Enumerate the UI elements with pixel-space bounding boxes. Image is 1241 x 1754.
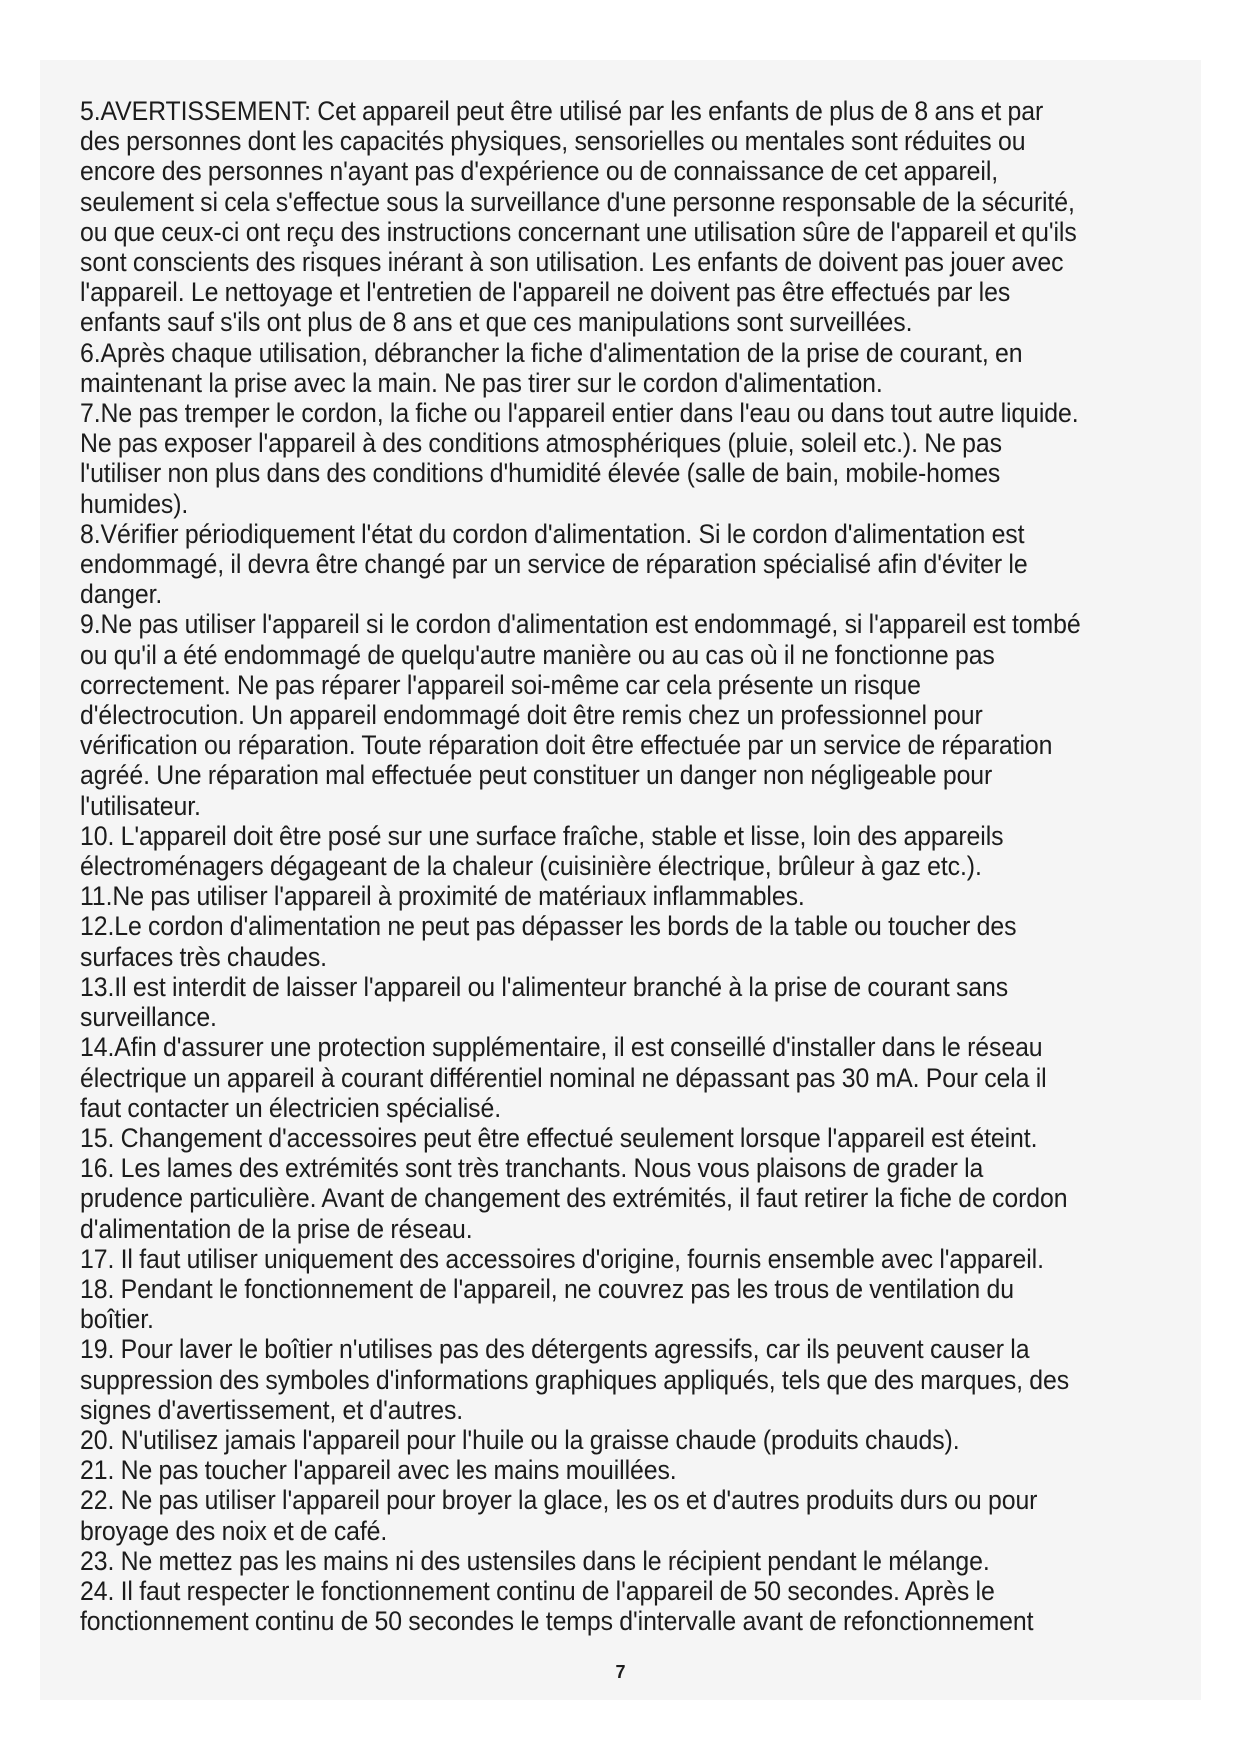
paragraph-22: 22. Ne pas utiliser l'appareil pour broyer la glace, les os et d'autres produits durs ou pour broyage des noix et de café. (80, 1485, 1038, 1546)
paragraph-14: 14.Afin d'assurer une protection supplémentaire, il est conseillé d'installer dans le réseau électrique un appareil à courant différentiel nominal ne dépassant pas 30 mA. Pour cela il faut contacter un électricien spécialisé. (80, 1032, 1047, 1123)
paragraph-24: 24. Il faut respecter le fonctionnement continu de l'appareil de 50 secondes. Après le fonctionnement continu de 50 secondes le temps d'intervalle avant de refonctionnement (80, 1575, 1034, 1637)
paragraph-15: 15. Changement d'accessoires peut être effectué seulement lorsque l'appareil est éteint. (80, 1122, 1038, 1153)
paragraph-11: 11.Ne pas utiliser l'appareil à proximité de matériaux inflammables. (80, 881, 805, 912)
paragraph-9: 9.Ne pas utiliser l'appareil si le cordon d'alimentation est endommagé, si l'appareil est tombé ou qu'il a été endommagé de quelqu'autre manière ou au cas où il ne fonctionne pas correctement. Ne pas réparer l'appareil soi-même car cela présente un risque d'électrocution. Un appareil endommagé doit être remis chez un professionnel pour vérification ou réparation. Toute réparation doit être effectuée par un service de réparation agréé. Une réparation mal effectuée peut constituer un danger non négligeable pour l'utilisateur. (80, 609, 1081, 821)
paragraph-18: 18. Pendant le fonctionnement de l'appareil, ne couvrez pas les trous de ventilation du boîtier. (80, 1273, 1014, 1335)
paragraph-23: 23. Ne mettez pas les mains ni des ustensiles dans le récipient pendant le mélange. (80, 1545, 990, 1576)
paragraph-6: 6.Après chaque utilisation, débrancher la fiche d'alimentation de la prise de courant, en maintenant la prise avec la main. Ne pas tirer sur le cordon d'alimentation. (80, 337, 1023, 398)
paragraph-5: 5.AVERTISSEMENT: Cet appareil peut être utilisé par les enfants de plus de 8 ans et par des personnes dont les capacités physiques, sensorielles ou mentales sont réduites ou encore des personnes n'ayant pas d'expérience ou de connaissance de cet appareil, seulement si cela s'effectue sous la surveillance d'une personne responsable de la sécurité, ou que ceux-ci ont reçu des instructions concernant une utilisation sûre de l'appareil et qu'ils sont conscients des risques inérant à son utilisation. Les enfants de doivent pas jouer avec l'appareil. Le nettoyage et l'entretien de l'appareil ne doivent pas être effectués par les enfants sauf s'ils ont plus de 8 ans et que ces manipulations sont surveillées. (80, 96, 1077, 338)
paragraph-17: 17. Il faut utiliser uniquement des accessoires d'origine, fournis ensemble avec l'appareil. (80, 1243, 1044, 1274)
paragraph-7: 7.Ne pas tremper le cordon, la fiche ou l'appareil entier dans l'eau ou dans tout autre liquide. Ne pas exposer l'appareil à des conditions atmosphériques (pluie, soleil etc.). Ne pas l'utiliser non plus dans des conditions d'humidité élevée (salle de bain, mobile-homes humides). (80, 398, 1079, 519)
paragraph-12: 12.Le cordon d'alimentation ne peut pas dépasser les bords de la table ou toucher des surfaces très chaudes. (80, 911, 1017, 972)
page-number: 7 (615, 1662, 626, 1682)
paragraph-8: 8.Vérifier périodiquement l'état du cordon d'alimentation. Si le cordon d'alimentation est endommagé, il devra être changé par un service de réparation spécialisé afin d'éviter le danger. (80, 518, 1028, 610)
paragraph-10: 10. L'appareil doit être posé sur une surface fraîche, stable et lisse, loin des appareils électroménagers dégageant de la chaleur (cuisinière électrique, brûleur à gaz etc.). (80, 820, 1004, 882)
paragraph-13: 13.Il est interdit de laisser l'appareil ou l'alimenteur branché à la prise de courant sans surveillance. (80, 971, 1009, 1033)
paragraph-20: 20. N'utilisez jamais l'appareil pour l'huile ou la graisse chaude (produits chauds). (80, 1424, 960, 1455)
paragraph-21: 21. Ne pas toucher l'appareil avec les mains mouillées. (80, 1455, 677, 1486)
document-body (80, 96, 1083, 1636)
paragraph-16: 16. Les lames des extrémités sont très tranchants. Nous vous plaisons de grader la prudence particulière. Avant de changement des extrémités, il faut retirer la fiche de cordon d'alimentation de la prise de réseau. (80, 1153, 1068, 1244)
paragraph-19: 19. Pour laver le boîtier n'utilises pas des détergents agressifs, car ils peuvent causer la suppression des symboles d'informations graphiques appliqués, tels que des marques, des signes d'avertissement, et d'autres. (80, 1334, 1070, 1425)
